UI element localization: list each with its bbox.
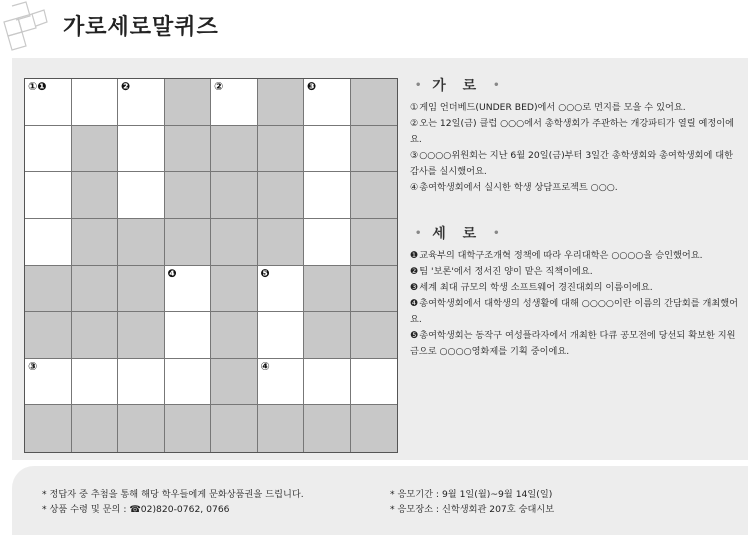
clue-text: 팀 '보론'에서 정서진 양이 맡은 직책이에요. <box>419 266 593 277</box>
grid-cell-open[interactable] <box>304 126 351 173</box>
clues-section <box>410 78 742 360</box>
clue-text: ○○○○위원회는 지난 6월 20일(금)부터 3일간 총학생회와 총여학생회에 대한 감사를 실시했어요. <box>410 150 734 177</box>
footer-note: * 정답자 중 추첨을 통해 해당 학우들에게 문화상품권을 드립니다. <box>42 489 304 500</box>
clue-number: ①❶ <box>28 80 47 93</box>
down-clue <box>410 264 742 280</box>
clue-text: 교육부의 대학구조개혁 정책에 따라 우리대학은 ○○○○을 승인했어요. <box>419 250 703 261</box>
grid-cell-blocked <box>211 405 258 452</box>
grid-cell-blocked <box>304 266 351 313</box>
grid-cell-blocked <box>118 312 165 359</box>
clue-number: ❹ <box>167 266 177 280</box>
grid-cell-open[interactable] <box>165 266 212 313</box>
clue-number: ❸ <box>307 80 317 93</box>
clue-number: ④ <box>260 359 270 373</box>
across-clue-list <box>410 100 742 196</box>
clue-text: 세계 최대 규모의 학생 소프트웨어 경진대회의 이름이에요. <box>419 282 653 293</box>
grid-cell-blocked <box>351 266 398 313</box>
clue-text: 총여학생회에서 대학생의 성생활에 대해 ○○○○이란 이름의 간담회를 개최했어요. <box>410 298 739 325</box>
down-clue <box>410 328 742 360</box>
footer-contact: * 상품 수령 및 문의 : ☎02)820-0762, 0766 <box>42 504 230 515</box>
grid-cell-blocked <box>351 219 398 266</box>
grid-cell-blocked <box>118 266 165 313</box>
grid-cell-open[interactable] <box>25 359 72 406</box>
across-heading: • 가 로 • <box>415 78 500 94</box>
down-clue <box>410 280 742 296</box>
grid-cell-blocked <box>211 126 258 173</box>
grid-cell-blocked <box>351 405 398 452</box>
grid-cell-blocked <box>258 405 305 452</box>
crossword-grid <box>24 78 398 453</box>
footer-period: * 응모기간 : 9월 1일(월)~9월 14일(일) <box>390 489 553 500</box>
grid-cell-open[interactable] <box>351 359 398 406</box>
across-clue <box>410 180 742 196</box>
grid-cell-open[interactable] <box>304 79 351 126</box>
grid-cell-blocked <box>72 172 119 219</box>
grid-cell-open[interactable] <box>25 219 72 266</box>
grid-cell-blocked <box>351 126 398 173</box>
grid-cell-blocked <box>72 126 119 173</box>
grid-cell-blocked <box>258 172 305 219</box>
grid-cell-blocked <box>258 219 305 266</box>
clue-mark: ③ <box>410 150 419 161</box>
clue-mark: ❷ <box>410 266 419 277</box>
grid-cell-blocked <box>165 219 212 266</box>
grid-cell-blocked <box>165 405 212 452</box>
grid-cell-open[interactable] <box>25 79 72 126</box>
clue-mark: ② <box>410 118 419 129</box>
down-heading: • 세 로 • <box>415 226 500 242</box>
grid-cell-open[interactable] <box>72 79 119 126</box>
grid-cell-blocked <box>72 266 119 313</box>
clue-mark: ❶ <box>410 250 419 261</box>
clue-mark: ① <box>410 102 419 113</box>
grid-cell-open[interactable] <box>118 126 165 173</box>
grid-cell-blocked <box>211 172 258 219</box>
down-clue-list <box>410 248 742 360</box>
across-block <box>410 78 742 196</box>
clue-text: 오는 12일(금) 클럽 ○○○에서 총학생회가 주관하는 개강파티가 열릴 예정이에요. <box>410 118 735 145</box>
header <box>0 0 748 58</box>
grid-cell-blocked <box>25 312 72 359</box>
grid-cell-blocked <box>211 312 258 359</box>
grid-cell-blocked <box>72 219 119 266</box>
grid-cell-open[interactable] <box>72 359 119 406</box>
grid-cell-blocked <box>304 405 351 452</box>
crossword-grid-icon <box>0 0 52 52</box>
grid-cell-open[interactable] <box>304 359 351 406</box>
grid-cell-open[interactable] <box>25 126 72 173</box>
grid-cell-open[interactable] <box>258 266 305 313</box>
grid-cell-blocked <box>165 79 212 126</box>
grid-cell-blocked <box>211 359 258 406</box>
grid-cell-blocked <box>211 219 258 266</box>
grid-cell-blocked <box>72 405 119 452</box>
down-clue <box>410 248 742 264</box>
across-clue <box>410 148 742 180</box>
grid-cell-blocked <box>351 312 398 359</box>
grid-cell-blocked <box>351 172 398 219</box>
grid-cell-blocked <box>258 79 305 126</box>
grid-cell-blocked <box>165 172 212 219</box>
grid-cell-open[interactable] <box>211 79 258 126</box>
grid-cell-blocked <box>25 405 72 452</box>
grid-cell-blocked <box>351 79 398 126</box>
footer-info <box>12 466 748 535</box>
clue-text: 총여학생회에서 실시한 학생 상담프로젝트 ○○○. <box>419 182 618 193</box>
down-clue <box>410 296 742 328</box>
grid-cell-open[interactable] <box>258 312 305 359</box>
grid-cell-blocked <box>25 266 72 313</box>
across-clue <box>410 100 742 116</box>
grid-cell-open[interactable] <box>118 79 165 126</box>
grid-cell-open[interactable] <box>118 172 165 219</box>
clue-number: ③ <box>28 359 38 373</box>
clue-mark: ④ <box>410 182 419 193</box>
clue-number: ❺ <box>260 266 270 280</box>
clue-number: ② <box>214 80 224 93</box>
grid-cell-open[interactable] <box>118 359 165 406</box>
page-title: 가로세로말퀴즈 <box>63 15 219 40</box>
clue-mark: ❹ <box>410 298 419 309</box>
grid-cell-open[interactable] <box>258 359 305 406</box>
grid-cell-open[interactable] <box>165 312 212 359</box>
grid-cell-open[interactable] <box>25 172 72 219</box>
grid-cell-blocked <box>304 312 351 359</box>
grid-cell-open[interactable] <box>304 172 351 219</box>
across-clue <box>410 116 742 148</box>
grid-cell-blocked <box>258 126 305 173</box>
clue-mark: ❸ <box>410 282 419 293</box>
footer-right <box>390 487 554 517</box>
grid-cell-open[interactable] <box>304 219 351 266</box>
footer-left <box>42 487 304 517</box>
grid-cell-blocked <box>118 219 165 266</box>
clue-text: 총여학생회는 동작구 여성플라자에서 개최한 다큐 공모전에 당선되 확보한 지원금으로 ○○○○영화제를 기획 중이에요. <box>410 330 736 357</box>
grid-cell-blocked <box>72 312 119 359</box>
grid-cell-blocked <box>211 266 258 313</box>
down-block <box>410 226 742 360</box>
grid-cell-open[interactable] <box>165 359 212 406</box>
footer-location: * 응모장소 : 신학생회관 207호 숭대시보 <box>390 504 555 515</box>
grid-cell-blocked <box>165 126 212 173</box>
clue-number: ❷ <box>121 80 131 93</box>
grid-cell-blocked <box>118 405 165 452</box>
clue-text: 게임 언더베드(UNDER BED)에서 ○○○로 먼지를 모을 수 있어요. <box>419 102 686 113</box>
clue-mark: ❺ <box>410 330 419 341</box>
